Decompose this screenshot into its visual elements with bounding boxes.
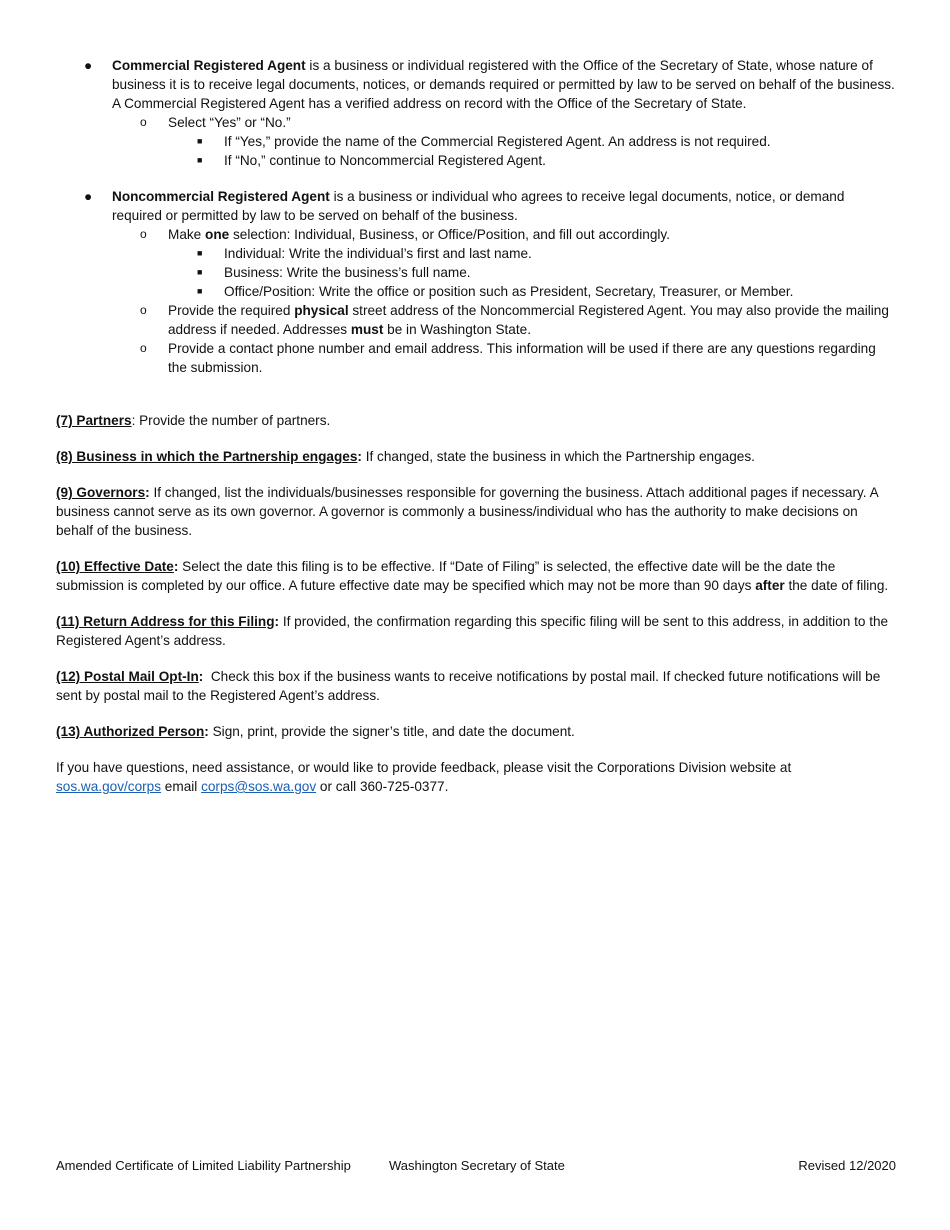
section-10-bold-after: after bbox=[755, 578, 785, 593]
bullet-square-icon: ■ bbox=[197, 267, 203, 277]
bullet-circle-icon: o bbox=[140, 115, 147, 129]
email-link[interactable]: corps@sos.wa.gov bbox=[201, 779, 317, 794]
contact-paragraph bbox=[56, 758, 896, 796]
make-bold: one bbox=[205, 227, 230, 242]
commercial-select-item bbox=[56, 113, 896, 132]
section-8-body: If changed, state the business in which the Partnership engages. bbox=[361, 449, 755, 464]
commercial-yes-item bbox=[56, 132, 896, 151]
section-11-colon: : bbox=[274, 614, 280, 629]
noncommercial-office-item bbox=[56, 282, 896, 301]
contact-email-pre: email bbox=[161, 779, 202, 794]
bullet-circle-icon: o bbox=[140, 227, 147, 241]
noncommercial-make-item bbox=[56, 225, 896, 244]
business-text: Business: Write the business’s full name. bbox=[224, 265, 471, 280]
section-9-heading: (9) Governors bbox=[56, 485, 146, 500]
noncommercial-agent-desc: is a business or individual who agrees to receive legal documents, notice, or demand required or permitted by law to be served on behalf of the business. bbox=[112, 189, 845, 223]
section-11-heading: (11) Return Address for this Filing bbox=[56, 614, 275, 629]
section-8-heading: (8) Business in which the Partnership engages bbox=[56, 449, 358, 464]
noncommercial-individual-item bbox=[56, 244, 896, 263]
section-13-body: Sign, print, provide the signer’s title, and date the document. bbox=[208, 724, 575, 739]
noncommercial-agent-item bbox=[56, 187, 896, 225]
noncommercial-address-item bbox=[56, 301, 896, 339]
commercial-select-text: Select “Yes” or “No.” bbox=[168, 115, 291, 130]
section-10-colon: : bbox=[173, 559, 179, 574]
noncommercial-contact-item bbox=[56, 339, 896, 377]
make-pre: Make bbox=[168, 227, 206, 242]
section-8-business bbox=[56, 447, 896, 466]
section-12-postal-mail bbox=[56, 667, 896, 705]
contact-instruction-text: Provide a contact phone number and email address. This information will be used if there are any questions regarding the submission. bbox=[168, 341, 876, 375]
commercial-agent-term: Commercial Registered Agent bbox=[112, 58, 306, 73]
section-10-heading: (10) Effective Date bbox=[56, 559, 174, 574]
noncommercial-agent-term: Noncommercial Registered Agent bbox=[112, 189, 330, 204]
bullet-square-icon: ■ bbox=[197, 248, 203, 258]
commercial-agent-item bbox=[56, 56, 896, 113]
section-8-colon: : bbox=[357, 449, 362, 464]
section-11-return-address bbox=[56, 612, 896, 650]
contact-post: or call 360-725-0377. bbox=[316, 779, 449, 794]
section-11-body: If provided, the confirmation regarding this specific filing will be sent to this address, in addition to the Registered Agent’s address. bbox=[56, 614, 889, 648]
footer-agency: Washington Secretary of State bbox=[389, 1158, 565, 1173]
commercial-agent-desc: is a business or individual registered with the Office of the Secretary of State, whose nature of business it is to receive legal documents, notices, or demands required or permitted by law to be served on behalf of the business. A Commercial Registered Agent has a verified address on record with the Office of the Secretary of State. bbox=[112, 58, 895, 111]
individual-text: Individual: Write the individual’s first and last name. bbox=[224, 246, 532, 261]
commercial-no-text: If “No,” continue to Noncommercial Registered Agent. bbox=[224, 153, 546, 168]
bullet-circle-icon: o bbox=[140, 303, 147, 317]
section-12-heading: (12) Postal Mail Opt-In bbox=[56, 669, 199, 684]
addr-bold-physical: physical bbox=[294, 303, 349, 318]
section-12-body: Check this box if the business wants to receive notifications by postal mail. If checked future notifications will be sent by postal mail to the Registered Agent’s address. bbox=[56, 669, 885, 703]
addr-post: be in Washington State. bbox=[383, 322, 531, 337]
section-12-colon: : bbox=[198, 669, 204, 684]
office-text: Office/Position: Write the office or position such as President, Secretary, Treasurer, or Member. bbox=[224, 284, 794, 299]
section-9-governors bbox=[56, 483, 896, 540]
website-link[interactable]: sos.wa.gov/corps bbox=[56, 779, 162, 794]
section-10-effective-date bbox=[56, 557, 896, 595]
addr-bold-must: must bbox=[350, 322, 384, 337]
contact-pre: If you have questions, need assistance, or would like to provide feedback, please visit the Corporations Division website at bbox=[56, 760, 792, 775]
footer-revision: Revised 12/2020 bbox=[798, 1158, 896, 1173]
section-7-body: : Provide the number of partners. bbox=[131, 413, 331, 428]
section-7-heading: (7) Partners bbox=[56, 413, 132, 428]
section-13-heading: (13) Authorized Person bbox=[56, 724, 205, 739]
footer-form-title: Amended Certificate of Limited Liability Partnership bbox=[56, 1158, 351, 1173]
commercial-no-item bbox=[56, 151, 896, 170]
noncommercial-business-item bbox=[56, 263, 896, 282]
bullet-circle-icon: o bbox=[140, 341, 147, 355]
section-13-authorized-person bbox=[56, 722, 896, 741]
section-13-colon: : bbox=[204, 724, 209, 739]
section-10-end: the date of filing. bbox=[784, 578, 889, 593]
bullet-disc-icon: ● bbox=[84, 189, 93, 204]
section-9-body: If changed, list the individuals/businesses responsible for governing the business. Attach additional pages if necessary. A business cannot serve as its own governor. A governor is commonly a business/individual who has the authority to make decisions on behalf of the business. bbox=[56, 485, 878, 538]
section-9-colon: : bbox=[145, 485, 150, 500]
addr-pre: Provide the required bbox=[168, 303, 295, 318]
addr-mid: street address of the Noncommercial Registered Agent. You may also provide the mailing address if needed. Addresses bbox=[168, 303, 889, 337]
bullet-square-icon: ■ bbox=[197, 136, 203, 146]
make-post: selection: Individual, Business, or Office/Position, and fill out accordingly. bbox=[229, 227, 670, 242]
section-10-body: Select the date this filing is to be effective. If “Date of Filing” is selected, the effective date will be the date the submission is completed by our office. A future effective date may be specified which may not be more than 90 days bbox=[56, 559, 836, 593]
bullet-square-icon: ■ bbox=[197, 155, 203, 165]
instructions-page bbox=[56, 56, 896, 796]
bullet-disc-icon: ● bbox=[84, 58, 93, 73]
commercial-yes-text: If “Yes,” provide the name of the Commercial Registered Agent. An address is not required. bbox=[224, 134, 771, 149]
section-7-partners bbox=[56, 411, 896, 430]
bullet-square-icon: ■ bbox=[197, 286, 203, 296]
